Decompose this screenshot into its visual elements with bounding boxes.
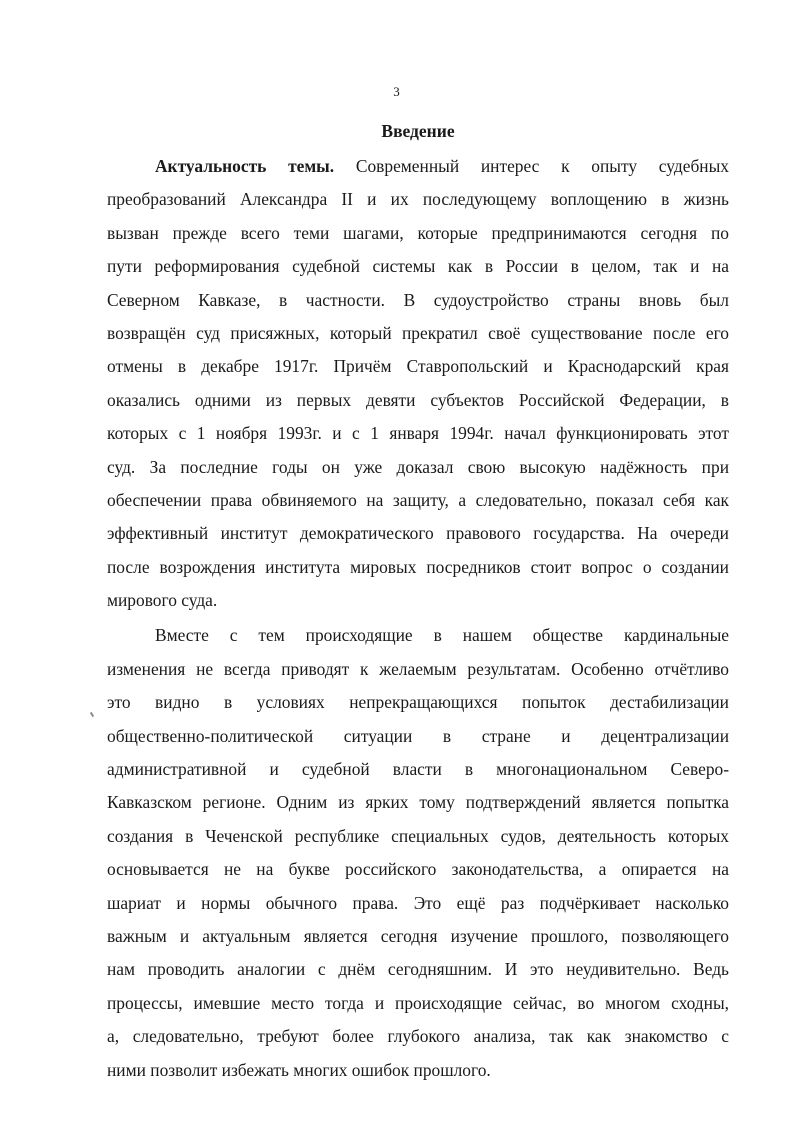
text-line: Вместе с тем происходящие в нашем обществе кардинальные (155, 625, 729, 646)
section-title: Введение (381, 121, 455, 141)
text-line: ними позволит избежать многих ошибок прошлого. (107, 1059, 491, 1080)
text-line: возвращён суд присяжных, который прекратил своё существование после его (107, 322, 729, 343)
text-line: которых с 1 ноября 1993г. и с 1 января 1994г. начал функционировать этот (107, 423, 729, 444)
text-line: Кавказском регионе. Одним из ярких тому подтверждений является попытка (107, 792, 729, 813)
paragraph-relevance (107, 150, 729, 617)
text-line: нам проводить аналогии с днём сегодняшним. И это неудивительно. Ведь (107, 959, 729, 980)
text-line: важным и актуальным является сегодня изучение прошлого, позволяющего (107, 925, 729, 946)
paragraph-lead: Актуальность темы. (155, 156, 335, 176)
text-line: преобразований Александра II и их последующему воплощению в жизнь (107, 189, 729, 210)
text-line: Северном Кавказе, в частности. В судоустройство страны вновь был (107, 289, 729, 310)
text-line: вызван прежде всего теми шагами, которые предпринимаются сегодня по (107, 222, 729, 243)
text-line: мирового суда. (107, 590, 218, 611)
text-line (107, 150, 729, 183)
text-line: суд. За последние годы он уже доказал свою высокую надёжность при (107, 456, 729, 477)
text-line: административной и судебной власти в многонациональном Северо- (107, 759, 729, 780)
text-line: общественно-политической ситуации в стране и децентрализации (107, 725, 729, 746)
text-line: шариат и нормы обычного права. Это ещё раз подчёркивает насколько (107, 892, 729, 913)
line-text: Современный интерес к опыту судебных (355, 156, 729, 176)
text-line: изменения не всегда приводят к желаемым результатам. Особенно отчётливо (107, 658, 729, 679)
text-line: после возрождения института мировых посредников стоит вопрос о создании (107, 556, 729, 577)
page-number: 3 (393, 84, 400, 99)
text-line: эффективный институт демократического правового государства. На очереди (107, 523, 729, 544)
text-line: создания в Чеченской республике специальных судов, деятельность которых (107, 825, 729, 846)
text-line: а, следовательно, требуют более глубокого анализа, так как знакомство с (107, 1026, 729, 1047)
text-line: обеспечении права обвиняемого на защиту, а следовательно, показал себя как (107, 489, 729, 510)
text-line: основывается не на букве российского законодательства, а опирается на (107, 859, 729, 880)
text-line: отмены в декабре 1917г. Причём Ставропольский и Краснодарский края (107, 356, 729, 377)
scan-speck (90, 712, 94, 717)
text-line: пути реформирования судебной системы как в России в целом, так и на (107, 256, 729, 277)
text-line: это видно в условиях непрекращающихся попыток дестабилизации (107, 692, 729, 713)
paragraph-context (107, 619, 729, 1086)
text-line: процессы, имевшие место тогда и происходящие сейчас, во многом сходны, (107, 992, 729, 1013)
body-text (107, 150, 729, 1087)
text-line: оказались одними из первых девяти субъектов Российской Федерации, в (107, 389, 729, 410)
